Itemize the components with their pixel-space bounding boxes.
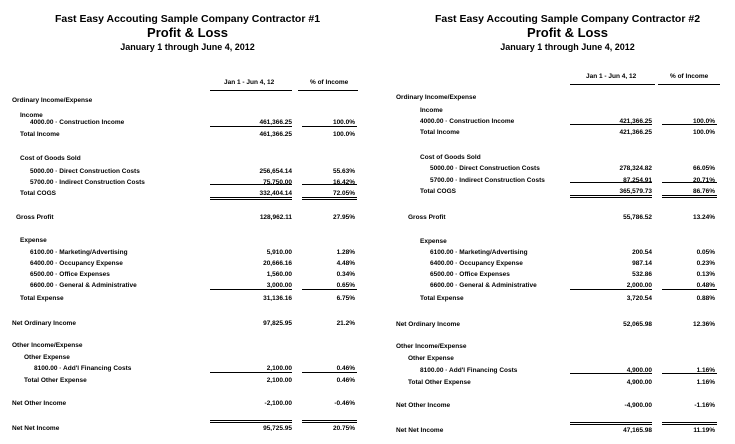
total-underline <box>210 184 292 185</box>
amount-cell: 87,254.91 <box>623 177 652 184</box>
report-date-range: January 1 through June 4, 2012 <box>120 42 255 52</box>
percent-cell: 72.05% <box>332 190 355 197</box>
row-label: 6500.00 · Office Expenses <box>430 271 510 278</box>
percent-cell: 0.23% <box>696 260 715 267</box>
double-underline <box>570 422 652 425</box>
report-date-range: January 1 through June 4, 2012 <box>500 42 635 52</box>
amount-cell: 200.54 <box>632 249 652 256</box>
table-row <box>390 176 735 185</box>
amount-cell: 365,579.73 <box>619 188 652 195</box>
column-header-period: Jan 1 - Jun 4, 12 <box>210 79 292 91</box>
row-label: 6500.00 · Office Expenses <box>30 271 110 278</box>
row-label: Total COGS <box>20 190 56 197</box>
table-row <box>390 426 735 435</box>
double-underline <box>210 420 292 423</box>
row-label: Total Income <box>420 129 460 136</box>
amount-cell: 278,324.82 <box>619 165 652 172</box>
row-label: Gross Profit <box>408 214 446 221</box>
row-label: 6400.00 · Occupancy Expense <box>430 260 523 267</box>
amount-cell: 97,825.95 <box>263 320 292 327</box>
double-underline <box>662 195 717 198</box>
percent-cell: 13.24% <box>692 214 715 221</box>
amount-cell: -4,900.00 <box>624 402 652 409</box>
table-row <box>10 353 365 362</box>
percent-cell: 20.75% <box>332 425 355 432</box>
company-name: Fast Easy Accouting Sample Company Contractor #2 <box>434 13 701 25</box>
percent-cell: 100.0% <box>692 129 715 136</box>
table-row <box>10 213 365 222</box>
row-label: Total Income <box>20 131 60 138</box>
report-title: Profit & Loss <box>527 25 608 40</box>
amount-cell: 20,666.16 <box>263 260 292 267</box>
amount-cell: 421,366.25 <box>619 129 652 136</box>
percent-cell: 16.42% <box>332 179 355 186</box>
amount-cell: 4,900.00 <box>626 367 652 374</box>
report-contractor-2 <box>390 0 735 444</box>
total-underline <box>570 373 652 374</box>
total-underline <box>210 372 292 373</box>
percent-cell: 0.05% <box>696 249 715 256</box>
amount-cell: 421,366.25 <box>619 118 652 125</box>
amount-cell: 2,000.00 <box>626 282 652 289</box>
table-row <box>10 130 365 139</box>
row-label: Total Other Expense <box>24 377 87 384</box>
table-row <box>10 248 365 257</box>
amount-cell: 5,910.00 <box>266 249 292 256</box>
amount-cell: 55,786.52 <box>623 214 652 221</box>
column-header-period: Jan 1 - Jun 4, 12 <box>570 73 655 85</box>
total-underline <box>662 373 717 374</box>
amount-cell: 31,136.16 <box>263 295 292 302</box>
table-row <box>390 128 735 137</box>
row-label: Net Ordinary Income <box>12 320 76 327</box>
row-label: Net Ordinary Income <box>396 321 460 328</box>
table-row <box>390 237 735 246</box>
row-label: 8100.00 · Add'l Financing Costs <box>420 367 518 374</box>
percent-cell: 6.75% <box>336 295 355 302</box>
percent-cell: 0.34% <box>336 271 355 278</box>
percent-cell: 27.95% <box>332 214 355 221</box>
percent-cell: 86.76% <box>692 188 715 195</box>
row-label: Other Income/Expense <box>12 342 83 349</box>
total-underline <box>570 124 652 125</box>
percent-cell: 11.19% <box>693 427 715 434</box>
table-row <box>390 342 735 351</box>
table-row <box>390 259 735 268</box>
row-label: Expense <box>20 237 47 244</box>
row-label: Other Expense <box>24 354 70 361</box>
table-row <box>390 320 735 329</box>
row-label: 5000.00 · Direct Construction Costs <box>30 168 140 175</box>
row-label: Net Net Income <box>396 427 444 434</box>
amount-cell: 461,366.25 <box>259 131 292 138</box>
table-row <box>390 354 735 363</box>
table-row <box>390 153 735 162</box>
table-row <box>390 164 735 173</box>
total-underline <box>570 182 652 183</box>
amount-cell: 95,725.95 <box>263 425 292 432</box>
table-row <box>10 424 365 433</box>
table-row <box>390 378 735 387</box>
percent-cell: 0.46% <box>336 365 355 372</box>
percent-cell: 0.65% <box>336 282 355 289</box>
amount-cell: 75,750.00 <box>263 179 292 186</box>
table-row <box>10 178 365 187</box>
row-label: 4000.00 · Construction Income <box>30 119 125 126</box>
table-row <box>10 259 365 268</box>
table-row <box>10 154 365 163</box>
amount-cell: 2,100.00 <box>266 377 292 384</box>
row-label: Income <box>20 112 43 119</box>
percent-cell: -1.16% <box>694 402 715 409</box>
amount-cell: 3,720.54 <box>626 295 652 302</box>
percent-cell: 1.16% <box>696 379 715 386</box>
percent-cell: -0.46% <box>334 400 355 407</box>
amount-cell: 1,560.00 <box>266 271 292 278</box>
percent-cell: 1.16% <box>696 367 715 374</box>
percent-cell: 20.71% <box>692 177 715 184</box>
total-underline <box>662 289 717 290</box>
percent-cell: 0.48% <box>696 282 715 289</box>
percent-cell: 100.0% <box>332 131 355 138</box>
percent-cell: 0.88% <box>696 295 715 302</box>
report-title: Profit & Loss <box>147 25 228 40</box>
row-label: 5700.00 · Indirect Construction Costs <box>30 179 145 186</box>
row-label: 5700.00 · Indirect Construction Costs <box>430 177 545 184</box>
row-label: Other Income/Expense <box>396 343 467 350</box>
row-label: Net Other Income <box>396 402 451 409</box>
company-name: Fast Easy Accouting Sample Company Contractor #1 <box>54 13 321 25</box>
amount-cell: 532.86 <box>632 271 652 278</box>
table-row <box>390 106 735 115</box>
row-label: Cost of Goods Sold <box>20 155 81 162</box>
total-underline <box>210 126 292 127</box>
amount-cell: 987.14 <box>632 260 652 267</box>
percent-cell: 0.46% <box>336 377 355 384</box>
amount-cell: 4,900.00 <box>626 379 652 386</box>
double-underline <box>662 422 717 425</box>
column-header-percent: % of Income <box>298 79 358 91</box>
percent-cell: 21.2% <box>336 320 355 327</box>
total-underline <box>210 289 292 290</box>
amount-cell: -2,100.00 <box>264 400 292 407</box>
row-label: Net Net Income <box>12 425 60 432</box>
total-underline <box>302 372 357 373</box>
table-row <box>10 167 365 176</box>
amount-cell: 3,000.00 <box>266 282 292 289</box>
table-row <box>10 294 365 303</box>
table-row <box>390 213 735 222</box>
total-underline <box>570 289 652 290</box>
table-row <box>390 270 735 279</box>
table-row <box>10 270 365 279</box>
double-underline <box>302 197 357 200</box>
total-underline <box>302 184 357 185</box>
row-label: Net Other Income <box>12 400 67 407</box>
percent-cell: 55.63% <box>332 168 355 175</box>
table-row <box>390 93 735 102</box>
table-row <box>10 236 365 245</box>
table-row <box>10 96 365 105</box>
percent-cell: 0.13% <box>696 271 715 278</box>
row-label: 8100.00 · Add'l Financing Costs <box>34 365 132 372</box>
row-label: 6600.00 · General & Administrative <box>430 282 537 289</box>
table-row <box>10 399 365 408</box>
row-label: Cost of Goods Sold <box>420 154 481 161</box>
percent-cell: 100.0% <box>692 118 715 125</box>
row-label: Total Other Expense <box>408 379 471 386</box>
row-label: Ordinary Income/Expense <box>396 94 477 101</box>
row-label: Total COGS <box>420 188 456 195</box>
amount-cell: 52,065.98 <box>623 321 652 328</box>
amount-cell: 461,366.25 <box>259 119 292 126</box>
column-header-percent: % of Income <box>658 73 720 85</box>
row-label: 6100.00 · Marketing/Advertising <box>30 249 128 256</box>
amount-cell: 332,404.14 <box>259 190 292 197</box>
table-row <box>390 248 735 257</box>
amount-cell: 2,100.00 <box>266 365 292 372</box>
row-label: Ordinary Income/Expense <box>12 97 93 104</box>
table-row <box>10 341 365 350</box>
row-label: 6100.00 · Marketing/Advertising <box>430 249 528 256</box>
percent-cell: 4.48% <box>336 260 355 267</box>
percent-cell: 1.28% <box>336 249 355 256</box>
row-label: Gross Profit <box>16 214 54 221</box>
total-underline <box>662 182 717 183</box>
row-label: Income <box>420 107 443 114</box>
table-row <box>10 319 365 328</box>
double-underline <box>302 420 357 423</box>
row-label: Total Expense <box>20 295 64 302</box>
amount-cell: 128,962.11 <box>259 214 292 221</box>
row-label: Total Expense <box>420 295 464 302</box>
row-label: 4000.00 · Construction Income <box>420 118 515 125</box>
row-label: Other Expense <box>408 355 454 362</box>
double-underline <box>210 197 292 200</box>
percent-cell: 12.36% <box>692 321 715 328</box>
total-underline <box>302 126 357 127</box>
total-underline <box>662 124 717 125</box>
row-label: 6400.00 · Occupancy Expense <box>30 260 123 267</box>
percent-cell: 100.0% <box>332 119 355 126</box>
row-label: 5000.00 · Direct Construction Costs <box>430 165 540 172</box>
row-label: Expense <box>420 238 447 245</box>
row-label: 6600.00 · General & Administrative <box>30 282 137 289</box>
table-row <box>390 401 735 410</box>
report-contractor-1 <box>10 0 365 444</box>
table-row <box>10 376 365 385</box>
amount-cell: 47,165.98 <box>623 427 652 434</box>
double-underline <box>570 195 652 198</box>
percent-cell: 66.05% <box>692 165 715 172</box>
table-row <box>390 294 735 303</box>
total-underline <box>302 289 357 290</box>
amount-cell: 256,654.14 <box>259 168 292 175</box>
